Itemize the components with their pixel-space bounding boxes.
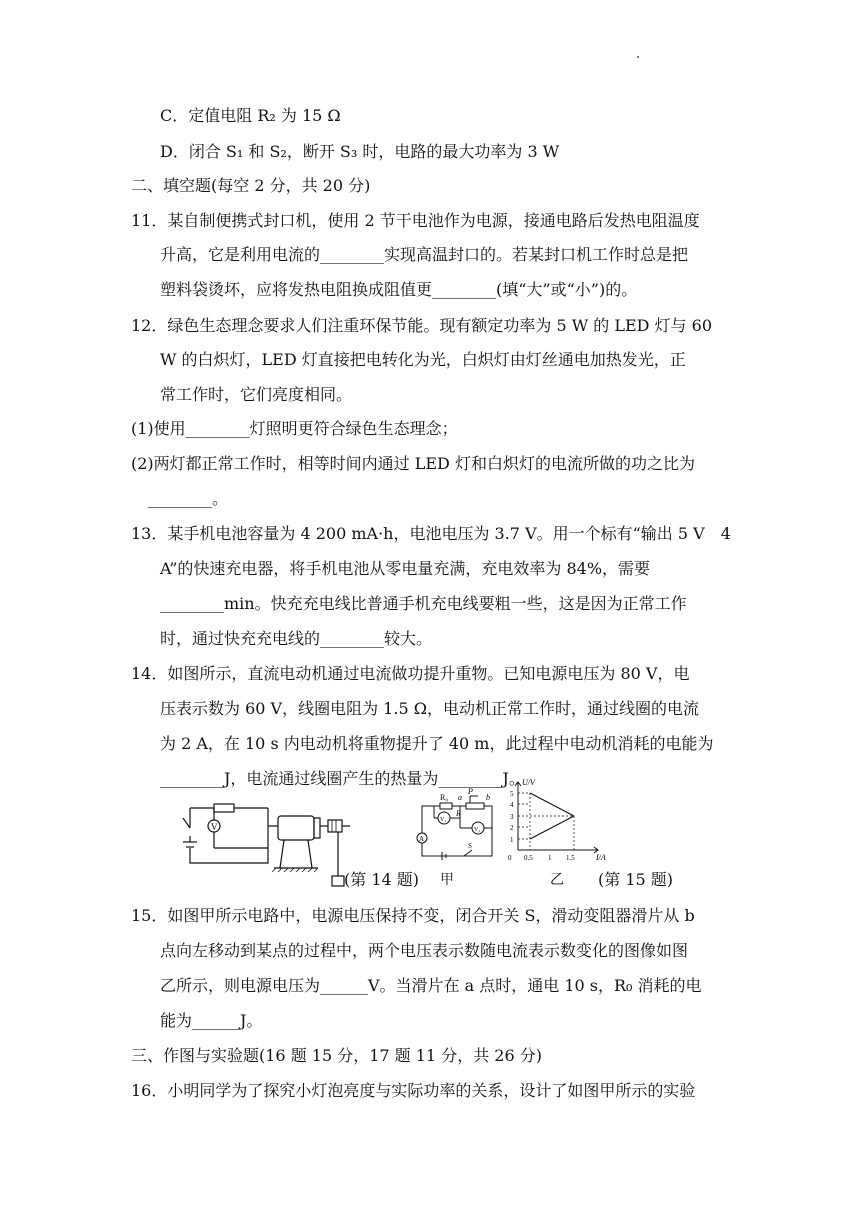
r0-resistor (440, 803, 452, 809)
v2-line (530, 816, 574, 839)
y-tick: 1 (510, 836, 514, 844)
pulley (328, 820, 342, 832)
section-heading-fill-in: 二、填空题(每空 2 分，共 20 分) (131, 176, 371, 195)
fig14-caption: (第 14 题) (344, 870, 420, 889)
q15-line-2: 点向左移动到某点的过程中，两个电压表示数随电流表示数变化的图像如图 (160, 941, 689, 960)
q11-line-3: 塑料袋烫坏，应将发热电阻换成阻值更________(填“大”或“小”)的。 (160, 280, 638, 299)
p-label: P (468, 787, 473, 796)
a-label: a (458, 793, 462, 802)
y-axis-label: U/V (522, 778, 535, 787)
switch-symbol (183, 818, 190, 828)
v1-line (530, 793, 574, 816)
q12-line-1: 12．绿色生态理念要求人们注重环保节能。现有额定功率为 5 W 的 LED 灯与 60 (131, 316, 712, 335)
weight-box (332, 876, 344, 886)
q13-line-3: ________min。快充充电线比普通手机充电线要粗一些，这是因为正常工作 (160, 594, 687, 613)
section-heading-experiment: 三、作图与实验题(16 题 15 分，17 题 11 分，共 26 分) (131, 1046, 542, 1065)
y-tick: 4 (510, 801, 514, 809)
q15-line-1: 15．如图甲所示电路中，电源电压保持不变，闭合开关 S，滑动变阻器滑片从 b (131, 906, 695, 925)
q13-line-4: 时，通过快充充电线的________较大。 (160, 629, 433, 648)
x-tick: 0 (508, 854, 512, 862)
q12-line-2: W 的白炽灯，LED 灯直接把电转化为光，白炽灯由灯丝通电加热发光，正 (160, 350, 686, 369)
q11-line-2: 升高，它是利用电流的________实现高温封口的。若某封口机工作时总是把 (160, 245, 689, 264)
r0-label: R₀ (440, 793, 449, 802)
x-axis-label: I/A (596, 853, 606, 862)
voltmeter-label: V (211, 822, 218, 832)
x-tick: 0.5 (524, 854, 533, 862)
fig15-jia-circuit (412, 786, 502, 862)
rheostat (466, 803, 484, 809)
y-tick: 5 (510, 790, 514, 798)
option-c: C．定值电阻 R₂ 为 15 Ω (160, 106, 341, 125)
option-d: D．闭合 S₁ 和 S₂，断开 S₃ 时，电路的最大功率为 3 W (160, 142, 560, 161)
q14-line-4: ________J，电流通过线圈产生的热量为________J。 (160, 769, 525, 788)
x-tick: 1.5 (566, 854, 575, 862)
x-tick: 1 (548, 854, 552, 862)
q12-sub-1: (1)使用________灯照明更符合绿色生态理念； (131, 419, 458, 438)
fig15-yi-label: 乙 (550, 872, 564, 888)
resistor-symbol (214, 804, 234, 812)
q12-sub-2: (2)两灯都正常工作时，相等时间内通过 LED 灯和白炽灯的电流所做的功之比为 (131, 454, 695, 473)
q15-line-3: 乙所示，则电源电压为______V。当滑片在 a 点时，通电 10 s，R₀ 消耗的电 (160, 976, 702, 995)
y-tick: 3 (510, 813, 514, 821)
q16-line-1: 16．小明同学为了探究小灯泡亮度与实际功率的关系，设计了如图甲所示的实验 (131, 1081, 696, 1100)
v1-label: V₁ (440, 817, 447, 823)
q13-line-1: 13．某手机电池容量为 4 200 mA·h，电池电压为 3.7 V。用一个标有“输出 5 V 4 (131, 524, 731, 543)
fig15-jia-label: 甲 (440, 872, 454, 888)
r-label: R (456, 809, 461, 818)
q15-line-4: 能为______J。 (160, 1011, 263, 1030)
s-label: S (468, 842, 472, 850)
fig15-caption: (第 15 题) (598, 870, 674, 889)
q11-line-1: 11．某自制便携式封口机，使用 2 节干电池作为电源，接通电路后发热电阻温度 (131, 211, 700, 230)
motor-body (278, 816, 314, 840)
q14-line-1: 14．如图所示，直流电动机通过电流做功提升重物。已知电源电压为 80 V，电 (131, 664, 690, 683)
ammeter-label: A (419, 835, 425, 843)
q12-sub-2-blank: ________。 (148, 489, 229, 508)
q13-line-2: A”的快速充电器，将手机电池从零电量充满，充电效率为 84%，需要 (160, 559, 651, 578)
scan-dot (637, 56, 639, 58)
v2-label: V₂ (474, 827, 481, 833)
fig15-yi-graph (500, 776, 610, 868)
y-tick: 2 (510, 824, 514, 832)
q14-line-2: 压表示数为 60 V，线圈电阻为 1.5 Ω，电动机正常工作时，通过线圈的电流 (160, 699, 699, 718)
b-label: b (486, 793, 490, 802)
q12-line-3: 常工作时，它们亮度相同。 (160, 385, 353, 404)
q14-line-3: 为 2 A，在 10 s 内电动机将重物提升了 40 m，此过程中电动机消耗的电能为 (160, 734, 714, 753)
